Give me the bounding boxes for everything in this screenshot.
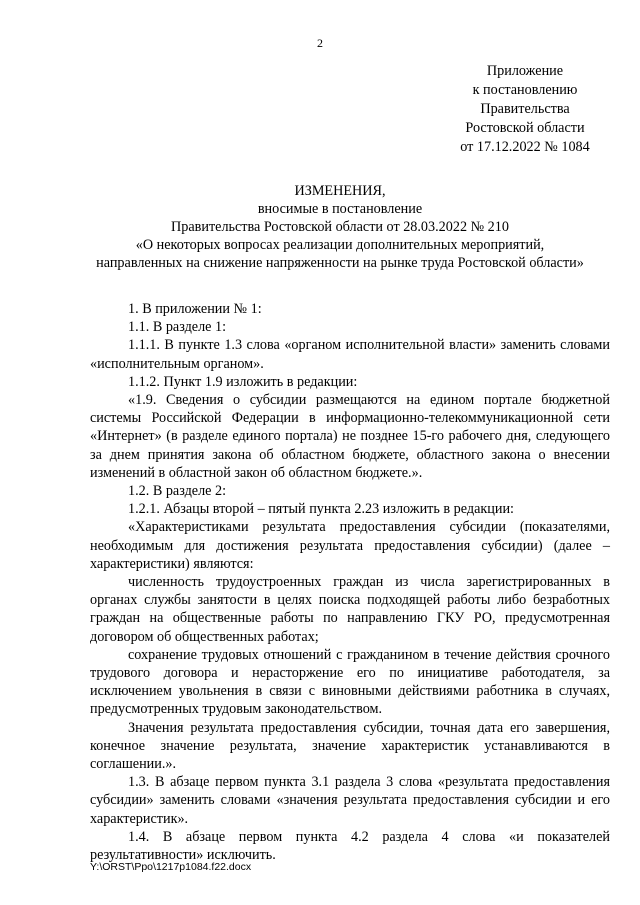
appendix-line: к постановлению	[472, 82, 578, 98]
paragraph: 1.2.1. Абзацы второй – пятый пункта 2.23 изложить в редакции:	[128, 501, 514, 518]
document-body	[90, 300, 610, 864]
paragraph: 1.4. В абзаце первом пункта 4.2 раздела 4 слова «и показателей результативности» исключить.	[90, 828, 610, 864]
paragraph: Значения результата предоставления субсидии, точная дата его завершения, конечное значение результата, значение характеристик устанавливаются в соглашении.».	[90, 719, 610, 773]
paragraph: численность трудоустроенных граждан из числа зарегистрированных в органах службы занятости в целях поиска подходящей работы либо безработных граждан на общественные работы по направлению ГКУ РО, предусмотренная договором об общественных работах;	[90, 574, 610, 645]
appendix-line: Ростовской области	[465, 120, 585, 136]
paragraph: 1. В приложении № 1:	[128, 301, 262, 317]
paragraph: 1.2. В разделе 2:	[128, 483, 227, 500]
paragraph: «1.9. Сведения о субсидии размещаются на едином портале бюджетной системы Российской Федерации в информационно-телекоммуникационной сети «Интернет» (в разделе единого портала) не позднее 15-го рабочего дня, следующего за днем принятия закона об областном бюджете, областного закона о внесении изменений в областной закон об областном бюджете.».	[90, 392, 610, 481]
appendix-line: Правительства	[480, 101, 570, 117]
document-title	[70, 182, 610, 272]
title-line: «О некоторых вопросах реализации дополнительных мероприятий,	[135, 237, 545, 253]
paragraph: «Характеристиками результата предоставления субсидии (показателями, необходимым для достижения результата предоставления субсидии) (далее – характеристики) являются:	[90, 519, 610, 572]
title-line: вносимые в постановление	[257, 201, 423, 217]
appendix-line: от 17.12.2022 № 1084	[460, 139, 590, 155]
appendix-line: Приложение	[486, 63, 564, 79]
appendix-block	[430, 62, 620, 157]
paragraph: 1.3. В абзаце первом пункта 3.1 раздела 3 слова «результата предоставления субсидии» заменить словами «значения результата предоставления субсидии и его характеристик».	[90, 774, 610, 827]
page-number: 2	[317, 36, 323, 50]
paragraph: сохранение трудовых отношений с гражданином в течение действия срочного трудового договора и нерасторжение его по инициативе работодателя, за исключением увольнения в связи с виновными действиями работника в случаях, предусмотренных трудовым законодательством.	[90, 646, 610, 718]
paragraph: 1.1.2. Пункт 1.9 изложить в редакции:	[128, 373, 358, 390]
file-path-footer: Y:\ORST\Ppo\1217p1084.f22.docx	[90, 861, 252, 873]
title-line: Правительства Ростовской области от 28.03.2022 № 210	[171, 219, 509, 235]
paragraph: 1.1. В разделе 1:	[128, 319, 227, 336]
title-line: ИЗМЕНЕНИЯ,	[294, 183, 386, 199]
paragraph: 1.1.1. В пункте 1.3 слова «органом исполнительной власти» заменить словами «исполнительным органом».	[90, 337, 610, 372]
title-line: направленных на снижение напряженности на рынке труда Ростовской области»	[96, 255, 584, 271]
